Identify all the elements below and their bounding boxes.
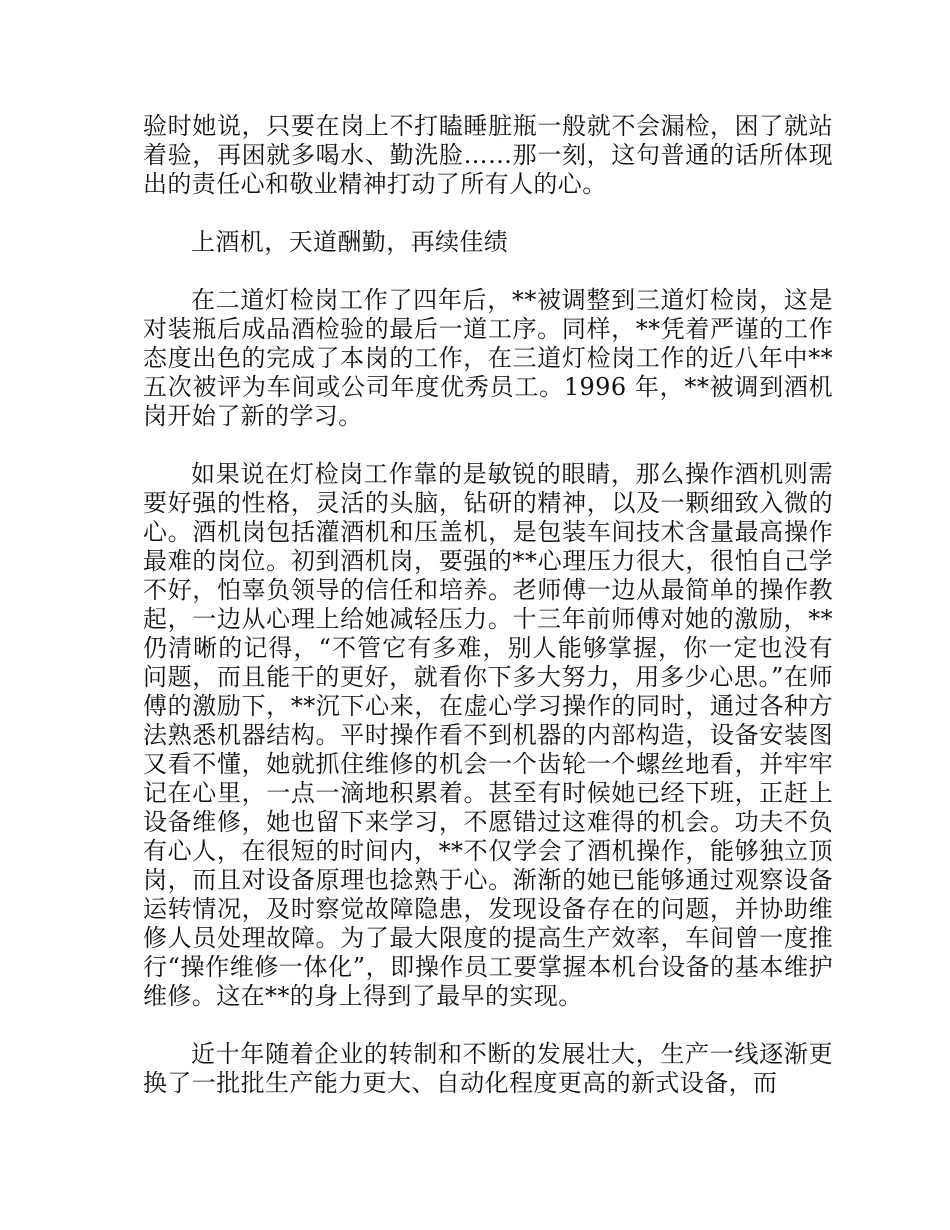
section-heading: 上酒机，天道酬勤，再续佳绩 <box>191 228 509 256</box>
document-body <box>143 112 833 1127</box>
paragraph-4: 如果说在灯检岗工作靠的是敏锐的眼睛，那么操作酒机则需要好强的性格，灵活的头脑，钻研的精神，以及一颗细致入微的心。酒机岗包括灌酒机和压盖机，是包装车间技术含量最高操作最难的岗位。初到酒机岗，要强的**心理压力很大，很怕自己学不好，怕辜负领导的信任和培养。老师傅一边从最简单的操作教起，一边从心理上给她减轻压力。十三年前师傅对她的激励，**仍清晰的记得，“不管它有多难，别人能够掌握，你一定也没有问题，而且能干的更好，就看你下多大努力，用多少心思。”在师傅的激励下，**沉下心来，在虚心学习操作的同时，通过各种方法熟悉机器结构。平时操作看不到机器的内部构造，设备安装图又看不懂，她就抓住维修的机会一个齿轮一个螺丝地看，并牢牢记在心里，一点一滴地积累着。甚至有时候她已经下班，正赶上设备维修，她也留下来学习，不愿错过这难得的机会。功夫不负有心人，在很短的时间内，**不仅学会了酒机操作，能够独立顶岗，而且对设备原理也捻熟于心。渐渐的她已能够通过观察设备运转情况，及时察觉故障隐患，发现设备存在的问题，并协助维修人员处理故障。为了最大限度的提高生产效率，车间曾一度推行“操作维修一体化”，即操作员工要掌握本机台设备的基本维护维修。这在**的身上得到了最早的实现。 <box>143 460 833 1010</box>
paragraph-5: 近十年随着企业的转制和不断的发展壮大，生产一线逐渐更换了一批批生产能力更大、自动化程度更高的新式设备，而 <box>143 1040 833 1097</box>
paragraph-3: 在二道灯检岗工作了四年后，**被调整到三道灯检岗，这是对装瓶后成品酒检验的最后一道工序。同样，**凭着严谨的工作态度出色的完成了本岗的工作，在三道灯检岗工作的近八年中**五次被评为车间或公司年度优秀员工。1996 年，**被调到酒机岗开始了新的学习。 <box>143 286 833 430</box>
paragraph-1: 验时她说，只要在岗上不打瞌睡脏瓶一般就不会漏检，困了就站着验，再困就多喝水、勤洗脸……那一刻，这句普通的话所体现出的责任心和敬业精神打动了所有人的心。 <box>143 112 833 198</box>
